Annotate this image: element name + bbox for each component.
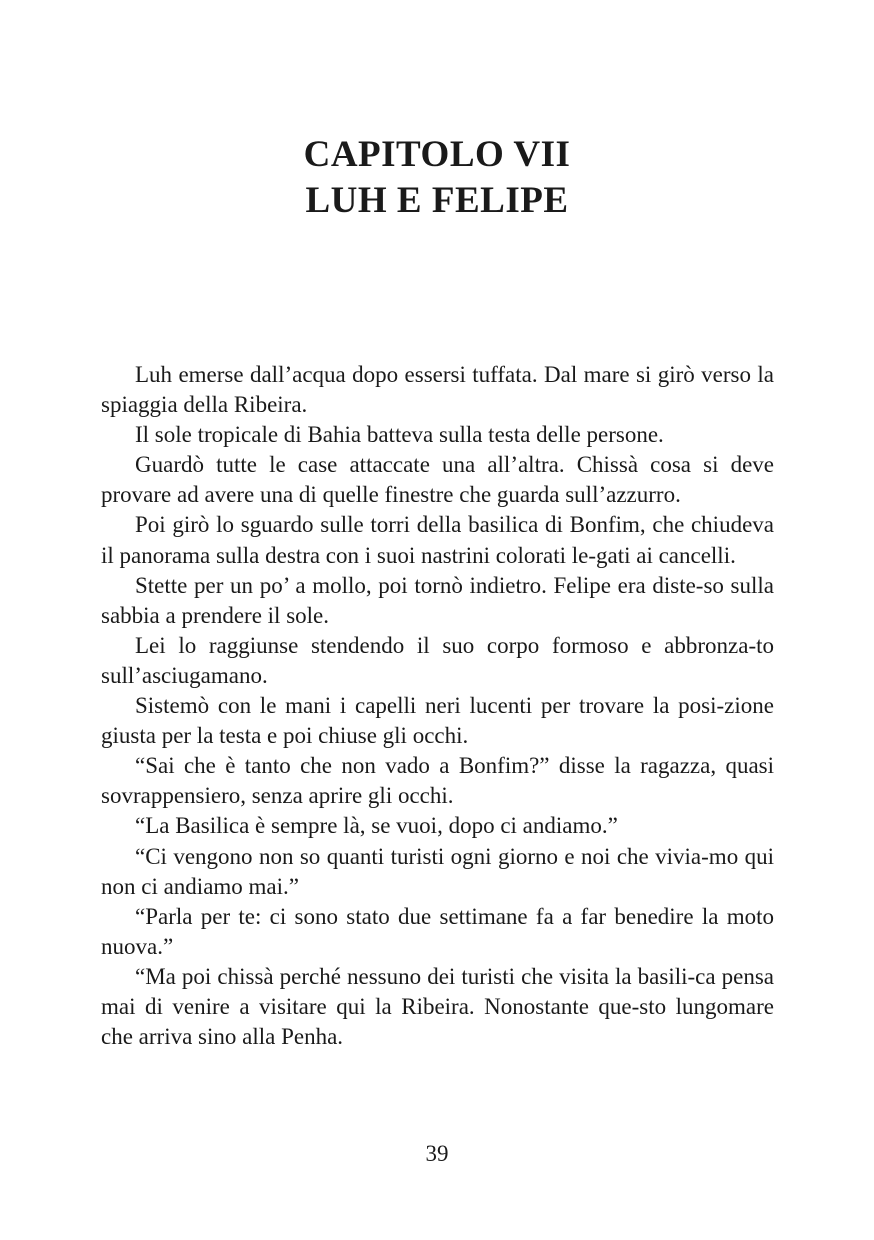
page-number: 39: [425, 1141, 449, 1166]
paragraph: “La Basilica è sempre là, se vuoi, dopo ci andiamo.”: [135, 813, 618, 839]
chapter-heading: [0, 132, 874, 224]
paragraph: Poi girò lo sguardo sulle torri della basilica di Bonfim, che chiudeva il panorama sulla destra con i suoi nastrini colorati le-gati ai cancelli.: [101, 512, 774, 568]
paragraph: “Ci vengono non so quanti turisti ogni giorno e noi che vivia-mo qui non ci andiamo mai.”: [101, 843, 774, 899]
paragraph: Guardò tutte le case attaccate una all’altra. Chissà cosa si deve provare ad avere una di quelle finestre che guarda sull’azzurro.: [101, 452, 774, 508]
body-text: [101, 360, 774, 1052]
paragraph: Stette per un po’ a mollo, poi tornò indietro. Felipe era diste-so sulla sabbia a prendere il sole.: [101, 572, 774, 628]
paragraph: “Parla per te: ci sono stato due settimane fa a far benedire la moto nuova.”: [101, 903, 774, 959]
paragraph: Lei lo raggiunse stendendo il suo corpo formoso e abbronza-to sull’asciugamano.: [101, 632, 774, 688]
paragraph: Luh emerse dall’acqua dopo essersi tuffata. Dal mare si girò verso la spiaggia della Ribeira.: [101, 362, 774, 418]
paragraph: “Ma poi chissà perché nessuno dei turisti che visita la basili-ca pensa mai di venire a visitare qui la Ribeira. Nonostante que-sto lungomare che arriva sino alla Penha.: [101, 963, 774, 1050]
chapter-number: CAPITOLO VII: [303, 134, 571, 175]
paragraph: Sistemò con le mani i capelli neri lucenti per trovare la posi-zione giusta per la testa e poi chiuse gli occhi.: [101, 693, 774, 749]
paragraph: “Sai che è tanto che non vado a Bonfim?” disse la ragazza, quasi sovrappensiero, senza aprire gli occhi.: [101, 753, 774, 809]
paragraph: Il sole tropicale di Bahia batteva sulla testa delle persone.: [135, 422, 664, 448]
chapter-title: LUH E FELIPE: [305, 180, 569, 221]
